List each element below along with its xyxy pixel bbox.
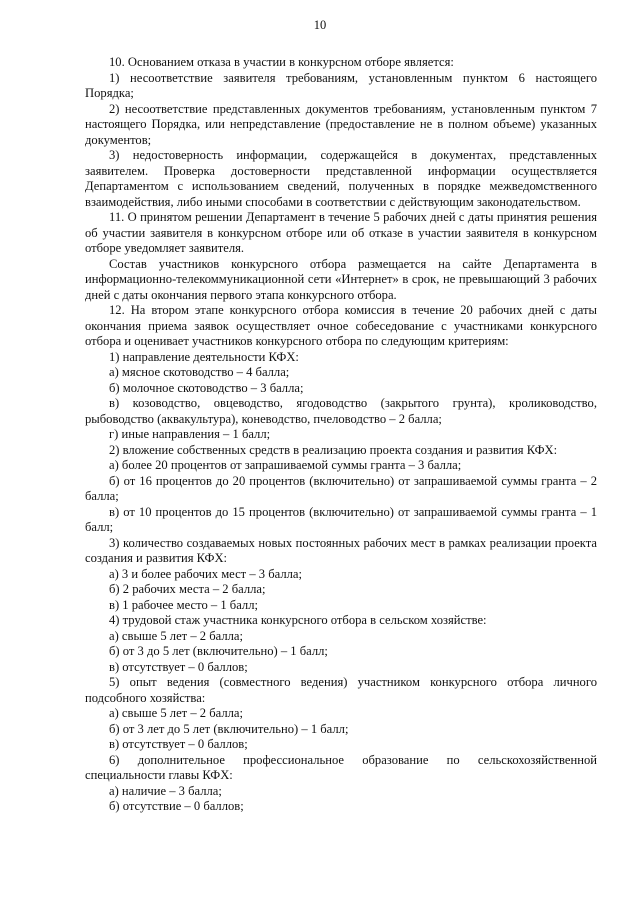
criterion-item: а) мясное скотоводство – 4 балла; xyxy=(109,365,290,379)
criterion-heading: 5) опыт ведения (совместного ведения) участником конкурсного отбора личного подсобного хозяйства: xyxy=(85,675,597,705)
criterion-item: а) свыше 5 лет – 2 балла; xyxy=(109,628,243,643)
criterion-item: в) отсутствует – 0 баллов; xyxy=(109,659,248,674)
criterion-heading: 2) вложение собственных средств в реализацию проекта создания и развития КФХ: xyxy=(109,442,558,457)
paragraph: 2) несоответствие представленных документов требованиям, установленным пунктом 7 настоящего Порядка, или непредставление (предоставление не в полном объеме) указанных документов; xyxy=(85,101,597,147)
paragraph: 3) недостоверность информации, содержащейся в документах, представленных заявителем. Проверка достоверности представленной информации осуществляется Департаментом с использованием сведений, полученных в порядке межведомственного взаимодействия, либо иными способами в соответствии с действующим законодательством. xyxy=(85,148,597,209)
criterion-item: б) от 3 лет до 5 лет (включительно) – 1 балл; xyxy=(109,721,349,736)
criterion-item: в) отсутствует – 0 баллов; xyxy=(109,737,248,751)
criterion-heading: 1) направление деятельности КФХ: xyxy=(109,349,299,364)
criterion-item: г) иные направления – 1 балл; xyxy=(109,427,271,441)
criterion-heading: 6) дополнительное профессиональное образование по сельскохозяйственной специальности главы КФХ: xyxy=(85,752,597,782)
criterion-item: б) от 16 процентов до 20 процентов (включительно) от запрашиваемой суммы гранта – 2 балла; xyxy=(85,473,597,503)
criterion-item: б) от 3 до 5 лет (включительно) – 1 балл; xyxy=(109,644,328,658)
criterion-item: в) козоводство, овцеводство, ягодоводство (закрытого грунта), кролиководство, рыбоводство (аквакультура), коневодство, пчеловодство – 2 балла; xyxy=(85,396,597,426)
criterion-item: а) 3 и более рабочих мест – 3 балла; xyxy=(109,566,302,581)
criterion-item: в) от 10 процентов до 15 процентов (включительно) от запрашиваемой суммы гранта – 1 балл; xyxy=(85,504,597,534)
paragraph-12: 12. На втором этапе конкурсного отбора комиссия в течение 20 рабочих дней с даты окончания приема заявок осуществляет очное собеседование с участниками конкурсного отбора и оценивает участников конкурсного отбора по следующим критериям: xyxy=(85,303,597,348)
criterion-heading: 4) трудовой стаж участника конкурсного отбора в сельском хозяйстве: xyxy=(109,613,487,627)
criterion-item: а) более 20 процентов от запрашиваемой суммы гранта – 3 балла; xyxy=(109,458,462,472)
paragraph-10-intro: 10. Основанием отказа в участии в конкурсном отборе является: xyxy=(109,55,454,69)
criterion-item: а) наличие – 3 балла; xyxy=(109,783,222,798)
criterion-item: б) молочное скотоводство – 3 балла; xyxy=(109,380,304,395)
paragraph: 1) несоответствие заявителя требованиям, установленным пунктом 6 настоящего Порядка; xyxy=(85,70,597,100)
criterion-item: б) 2 рабочих места – 2 балла; xyxy=(109,582,266,596)
paragraph: Состав участников конкурсного отбора размещается на сайте Департамента в информационно-телекоммуникационной сети «Интернет» в срок, не превышающий 3 рабочих дней с даты окончания первого этапа конкурсного отбора. xyxy=(85,256,597,302)
document-body xyxy=(85,55,597,815)
page-number: 10 xyxy=(313,18,327,32)
criterion-item: а) свыше 5 лет – 2 балла; xyxy=(109,706,243,720)
criterion-heading: 3) количество создаваемых новых постоянных рабочих мест в рамках реализации проекта создания и развития КФХ: xyxy=(85,535,597,565)
paragraph-11: 11. О принятом решении Департамент в течение 5 рабочих дней с даты принятия решения об участии заявителя в конкурсном отборе или об отказе в участии заявителя в конкурсном отборе уведомляет заявителя. xyxy=(85,210,597,255)
criterion-item: в) 1 рабочее место – 1 балл; xyxy=(109,597,258,612)
criterion-item: б) отсутствие – 0 баллов; xyxy=(109,799,244,813)
